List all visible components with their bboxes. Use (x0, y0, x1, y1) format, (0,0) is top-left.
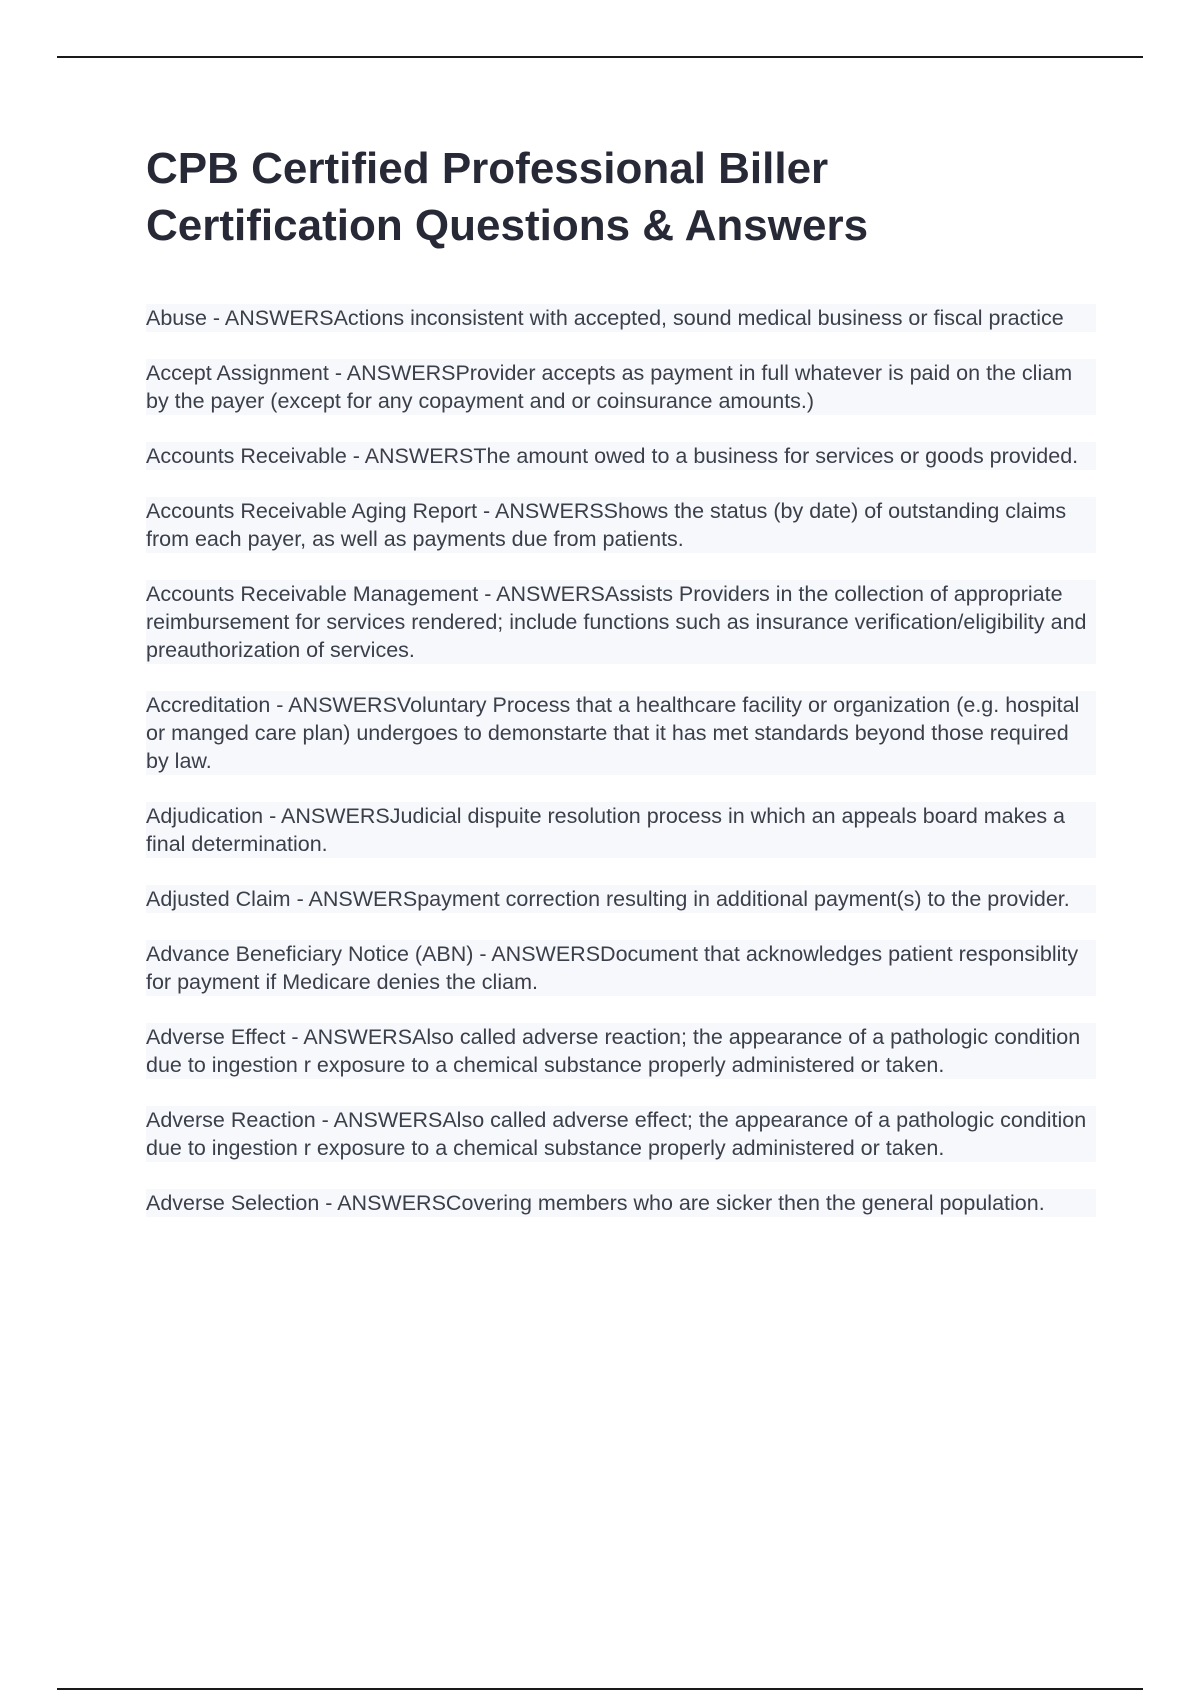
entry: Accreditation - ANSWERSVoluntary Process that a healthcare facility or organization (e.g. hospital or manged care plan) undergoes to demonstarte that it has met standards beyond those required by law. (146, 691, 1096, 775)
entry: Adverse Selection - ANSWERSCovering members who are sicker then the general population. (146, 1189, 1096, 1217)
bottom-divider (57, 1688, 1143, 1690)
entry: Accept Assignment - ANSWERSProvider accepts as payment in full whatever is paid on the cliam by the payer (except for any copayment and or coinsurance amounts.) (146, 359, 1096, 415)
entry: Adverse Effect - ANSWERSAlso called adverse reaction; the appearance of a pathologic condition due to ingestion r exposure to a chemical substance properly administered or taken. (146, 1023, 1096, 1079)
top-divider (57, 56, 1143, 58)
entry: Adverse Reaction - ANSWERSAlso called adverse effect; the appearance of a pathologic condition due to ingestion r exposure to a chemical substance properly administered or taken. (146, 1106, 1096, 1162)
entry: Accounts Receivable Management - ANSWERSAssists Providers in the collection of appropriate reimbursement for services rendered; include functions such as insurance verification/eligibility and preauthorization of services. (146, 580, 1096, 664)
document-body (146, 140, 1096, 1244)
entry: Abuse - ANSWERSActions inconsistent with accepted, sound medical business or fiscal practice (146, 304, 1096, 332)
entry: Adjusted Claim - ANSWERSpayment correction resulting in additional payment(s) to the provider. (146, 885, 1096, 913)
entry: Accounts Receivable - ANSWERSThe amount owed to a business for services or goods provided. (146, 442, 1096, 470)
entry: Advance Beneficiary Notice (ABN) - ANSWERSDocument that acknowledges patient responsiblity for payment if Medicare denies the cliam. (146, 940, 1096, 996)
entry: Accounts Receivable Aging Report - ANSWERSShows the status (by date) of outstanding claims from each payer, as well as payments due from patients. (146, 497, 1096, 553)
entry: Adjudication - ANSWERSJudicial dispuite resolution process in which an appeals board makes a final determination. (146, 802, 1096, 858)
document-title: CPB Certified Professional Biller Certification Questions & Answers (146, 144, 869, 250)
entry-list (146, 304, 1096, 1217)
